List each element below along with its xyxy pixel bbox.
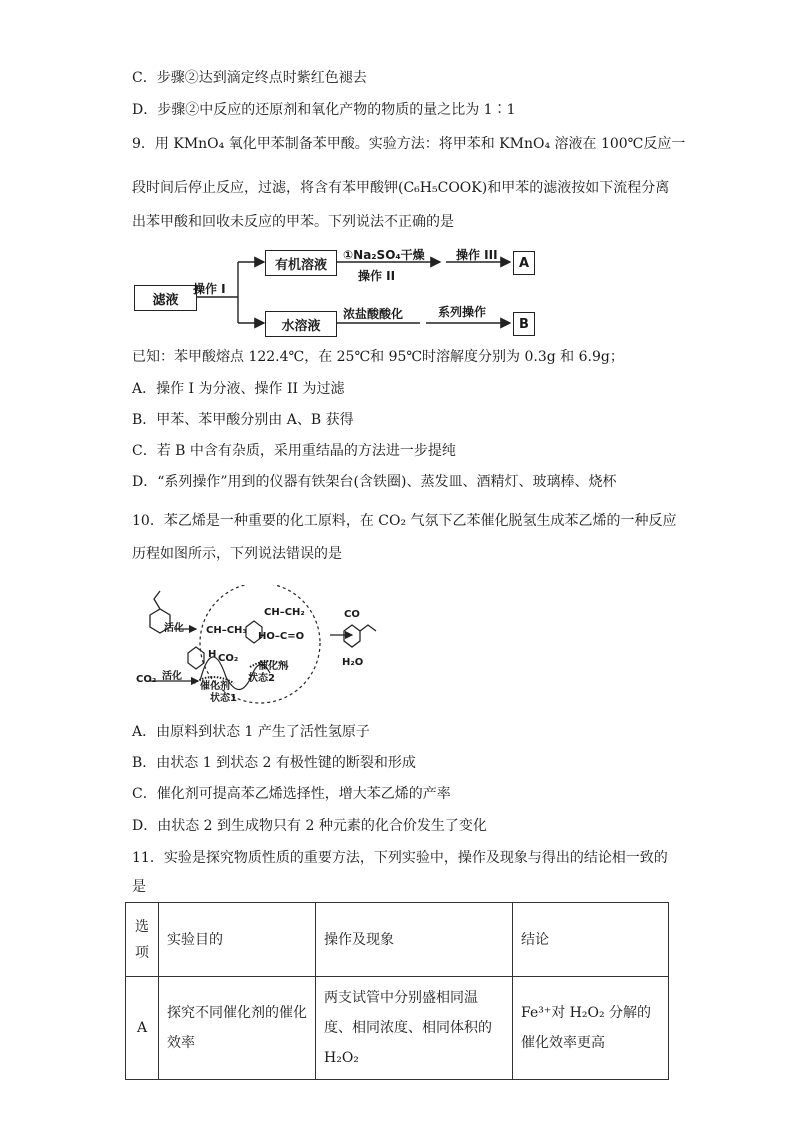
q10-option-d: D．由状态 2 到生成物只有 2 种元素的化合价发生了变化 xyxy=(132,818,487,834)
q9-stem-line2: 段时间后停止反应，过滤，将含有苯甲酸钾(C₆H₅COOK)和甲苯的滤液按如下流程分离 xyxy=(132,180,670,196)
flow-top-op3: 操作 III xyxy=(456,248,498,262)
q11-table xyxy=(125,902,669,1080)
activate-label-2: 活化 xyxy=(162,671,182,682)
header-purpose: 实验目的 xyxy=(159,903,316,977)
styrene-ring xyxy=(344,625,360,647)
ho-c-o-label: HO–C=O xyxy=(258,631,305,642)
q8-option-d: D．步骤②中反应的还原剂和氧化产物的物质的量之比为 1∶1 xyxy=(132,102,516,118)
flow-bottom-box: 水溶液 xyxy=(265,311,337,337)
flow-bottom-op: 系列操作 xyxy=(438,305,487,319)
mechanism-drawing xyxy=(130,585,390,705)
state1-ring xyxy=(188,647,204,669)
activate-label-1: 活化 xyxy=(164,623,184,634)
catalyst-label-1: 催化剂 xyxy=(200,681,230,692)
state1-label: 状态1 xyxy=(210,693,237,704)
q9-option-a: A．操作 I 为分液、操作 II 为过滤 xyxy=(132,381,345,397)
q9-stem-line3: 出苯甲酸和回收未反应的甲苯。下列说法不正确的是 xyxy=(132,214,454,230)
q10-diagram xyxy=(130,585,390,705)
header-conclusion: 结论 xyxy=(513,903,669,977)
co2-label: CO₂ xyxy=(136,674,157,685)
state2-label: 状态2 xyxy=(248,673,275,684)
row-a-operation: 两支试管中分别盛相同温度、相同浓度、相同体积的 H₂O₂ xyxy=(316,977,513,1080)
co2-small-label: CO₂ xyxy=(218,653,239,664)
vinyl-group xyxy=(360,625,376,631)
flow-top-box: 有机溶液 xyxy=(265,250,337,276)
q10-stem-line1: 10．苯乙烯是一种重要的化工原料，在 CO₂ 气氛下乙苯催化脱氢生成苯乙烯的一种反应 xyxy=(132,513,677,529)
q11-stem-line1: 11．实验是探究物质性质的重要方法，下列实验中，操作及现象与得出的结论相一致的 xyxy=(132,850,668,866)
q9-option-b: B．甲苯、苯甲酸分别由 A、B 获得 xyxy=(132,412,354,428)
product-co-label: CO xyxy=(344,609,360,620)
h-label: H xyxy=(208,649,217,660)
table-row xyxy=(126,977,669,1080)
ethyl-group xyxy=(154,591,160,609)
q9-option-c: C．若 B 中含有杂质，采用重结晶的方法进一步提纯 xyxy=(132,443,456,459)
product-h2o-label: H₂O xyxy=(342,657,364,668)
q8-option-c: C．步骤②达到滴定终点时紫红色褪去 xyxy=(132,70,367,86)
q10-stem-line2: 历程如图所示，下列说法错误的是 xyxy=(132,546,342,562)
table-header-row xyxy=(126,903,669,977)
flow-start-box: 滤液 xyxy=(134,285,197,311)
q11-stem-line2: 是 xyxy=(132,879,146,895)
q10-option-c: C．催化剂可提高苯乙烯选择性，增大苯乙烯的产率 xyxy=(132,786,451,802)
catalyst-label-2: 催化剂 xyxy=(258,661,288,672)
header-operation: 操作及现象 xyxy=(316,903,513,977)
q10-option-b: B．由状态 1 到状态 2 有极性键的断裂和形成 xyxy=(132,755,416,771)
flow-top-end-box: A xyxy=(513,251,535,275)
row-a-purpose: 探究不同催化剂的催化效率 xyxy=(159,977,316,1080)
flow-bottom-end-box: B xyxy=(513,312,535,336)
flow-top-step: ①Na₂SO₄干燥 xyxy=(343,248,425,262)
ch-ch2-label: CH–CH₂ xyxy=(264,607,305,618)
q9-option-d: D．“系列操作”用到的仪器有铁架台(含铁圈)、蒸发皿、酒精灯、玻璃棒、烧杯 xyxy=(132,474,617,490)
q9-stem-line1: 9．用 KMnO₄ 氧化甲苯制备苯甲酸。实验方法：将甲苯和 KMnO₄ 溶液在 100℃反应一 xyxy=(132,136,686,152)
header-option: 选 项 xyxy=(126,903,159,977)
flow-top-op2: 操作 II xyxy=(358,269,396,283)
row-a-conclusion: Fe³⁺对 H₂O₂ 分解的催化效率更高 xyxy=(513,977,669,1080)
ch-ch3-label: CH–CH₃ xyxy=(206,625,247,636)
row-a-option: A xyxy=(126,977,159,1080)
q9-known: 已知：苯甲酸熔点 122.4℃，在 25℃和 95℃时溶解度分别为 0.3g 和 6.9g； xyxy=(132,349,624,365)
flow-bottom-step: 浓盐酸酸化 xyxy=(343,307,404,321)
q10-option-a: A．由原料到状态 1 产生了活性氢原子 xyxy=(132,724,370,740)
flow-op1-label: 操作 I xyxy=(193,282,226,296)
